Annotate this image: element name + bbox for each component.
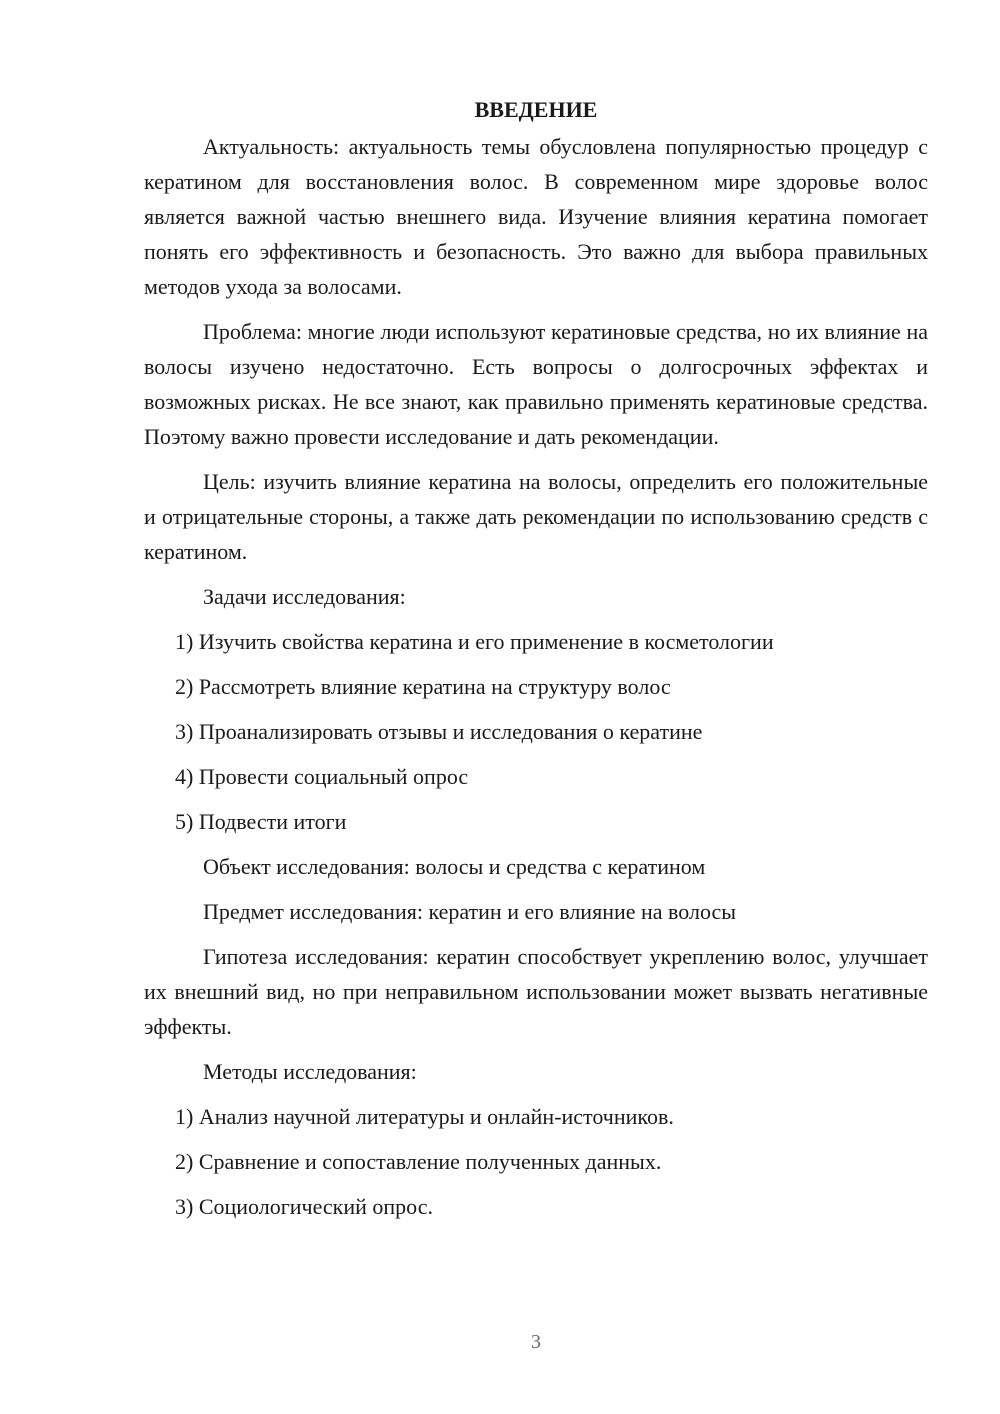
task-item: 4) Провести социальный опрос [175, 764, 469, 789]
page-number: 3 [531, 1331, 541, 1353]
hypothesis-paragraph: Гипотеза исследования: кератин способствует укреплению волос, улучшает их внешний вид, но при неправильном использовании может вызвать негативные эффекты. [144, 944, 928, 1039]
document-page [144, 92, 928, 1234]
goal-paragraph: Цель: изучить влияние кератина на волосы, определить его положительные и отрицательные стороны, а также дать рекомендации по использованию средств с кератином. [144, 469, 928, 564]
tasks-title: Задачи исследования: [203, 584, 406, 609]
task-item: 3) Проанализировать отзывы и исследования о кератине [175, 719, 703, 744]
method-item: 1) Анализ научной литературы и онлайн-источников. [175, 1104, 674, 1129]
problem-paragraph: Проблема: многие люди используют кератиновые средства, но их влияние на волосы изучено недостаточно. Есть вопросы о долгосрочных эффектах и возможных рисках. Не все знают, как правильно применять кератиновые средства. Поэтому важно провести исследование и дать рекомендации. [144, 319, 928, 449]
section-heading: ВВЕДЕНИЕ [474, 97, 598, 122]
task-item: 2) Рассмотреть влияние кератина на структуру волос [175, 674, 671, 699]
method-item: 3) Социологический опрос. [175, 1194, 433, 1219]
methods-title: Методы исследования: [203, 1059, 417, 1084]
method-item: 2) Сравнение и сопоставление полученных данных. [175, 1149, 662, 1174]
relevance-paragraph: Актуальность: актуальность темы обусловлена популярностью процедур с кератином для восстановления волос. В современном мире здоровье волос является важной частью внешнего вида. Изучение влияния кератина помогает понять его эффективность и безопасность. Это важно для выбора правильных методов ухода за волосами. [144, 134, 928, 299]
subject-line: Предмет исследования: кератин и его влияние на волосы [203, 899, 737, 924]
task-item: 1) Изучить свойства кератина и его применение в косметологии [175, 629, 774, 654]
task-item: 5) Подвести итоги [175, 809, 347, 834]
object-line: Объект исследования: волосы и средства с кератином [203, 854, 706, 879]
